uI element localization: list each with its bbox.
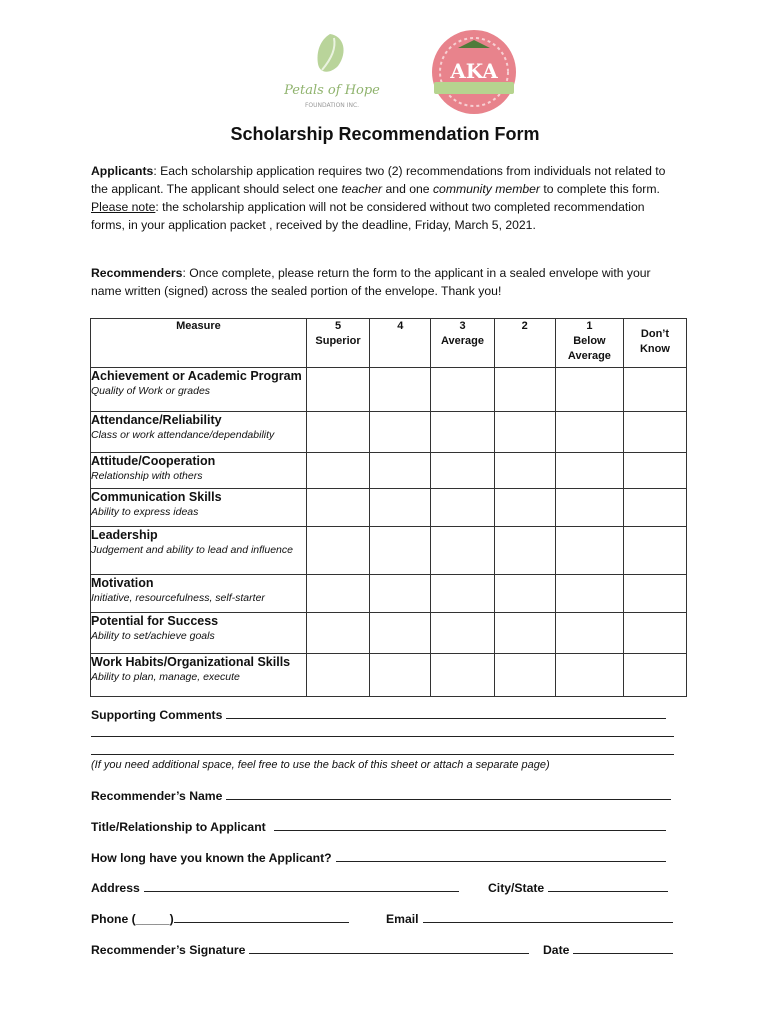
rating-cell[interactable]: [306, 613, 369, 654]
rating-cell[interactable]: [494, 412, 555, 453]
col-num: 4: [397, 320, 404, 332]
measure-cell: [91, 613, 307, 654]
measure-cell: [91, 453, 307, 489]
measure-cell: [91, 368, 307, 412]
measure-cell: [91, 527, 307, 575]
measure-description: Class or work attendance/dependability: [91, 429, 275, 441]
date-field[interactable]: [573, 941, 673, 954]
address-field[interactable]: [144, 879, 459, 892]
rating-cell[interactable]: [623, 489, 686, 527]
measure-name: Achievement or Academic Program: [91, 369, 302, 383]
supporting-comments-label: Supporting Comments: [91, 708, 223, 722]
header-logos: [0, 22, 770, 112]
measure-name: Work Habits/Organizational Skills: [91, 655, 291, 669]
rating-cell[interactable]: [494, 368, 555, 412]
measure-name: Communication Skills: [91, 490, 222, 504]
measure-row: [91, 654, 687, 697]
measure-row: [91, 575, 687, 613]
how-long-label: How long have you known the Applicant?: [91, 851, 332, 865]
signature-label: Recommender’s Signature: [91, 943, 246, 957]
signature-row: [91, 941, 529, 957]
rating-col-5: [306, 319, 369, 368]
rating-col-3: [431, 319, 494, 368]
address-row: [91, 879, 459, 895]
city-state-field[interactable]: [548, 879, 668, 892]
rating-cell[interactable]: [306, 368, 369, 412]
rating-cell[interactable]: [370, 527, 431, 575]
rating-cell[interactable]: [370, 412, 431, 453]
rating-col-2: [494, 319, 555, 368]
applicants-text-3: to complete this form.: [539, 182, 660, 196]
rating-cell[interactable]: [370, 453, 431, 489]
col-num: 1: [586, 320, 593, 332]
phone-label: Phone (_____): [91, 912, 174, 926]
measure-description: Initiative, resourcefulness, self-starter: [91, 592, 265, 604]
rating-cell[interactable]: [431, 368, 494, 412]
recommenders-paragraph: [91, 264, 681, 300]
rating-header-row: [91, 319, 687, 368]
rating-cell[interactable]: [306, 412, 369, 453]
city-state-row: [488, 879, 668, 895]
rating-cell[interactable]: [306, 527, 369, 575]
rating-cell[interactable]: [431, 527, 494, 575]
measure-header: Measure: [91, 319, 307, 368]
rating-cell[interactable]: [431, 613, 494, 654]
signature-field[interactable]: [249, 941, 529, 954]
rating-cell[interactable]: [431, 654, 494, 697]
rating-cell[interactable]: [494, 654, 555, 697]
measure-name: Potential for Success: [91, 614, 219, 628]
rating-cell[interactable]: [306, 453, 369, 489]
rating-cell[interactable]: [494, 613, 555, 654]
city-state-label: City/State: [488, 881, 545, 895]
rating-cell[interactable]: [555, 489, 623, 527]
logo-left-title: Petals of Hope: [284, 83, 380, 98]
applicants-paragraph: [91, 162, 681, 234]
rating-cell[interactable]: [623, 453, 686, 489]
how-long-row: [91, 849, 666, 865]
applicants-note-label: Please note: [91, 200, 156, 214]
rating-cell[interactable]: [555, 368, 623, 412]
rating-cell[interactable]: [494, 527, 555, 575]
rating-cell[interactable]: [555, 575, 623, 613]
supporting-comments-row: [91, 706, 666, 722]
recommender-name-label: Recommender’s Name: [91, 789, 223, 803]
recommender-name-row: [91, 787, 671, 803]
col-num: 5: [334, 320, 342, 332]
rating-cell[interactable]: [306, 489, 369, 527]
rating-cell[interactable]: [555, 613, 623, 654]
rating-cell[interactable]: [431, 575, 494, 613]
rating-cell[interactable]: [431, 489, 494, 527]
rating-cell[interactable]: [555, 453, 623, 489]
measure-row: [91, 489, 687, 527]
measure-row: [91, 613, 687, 654]
applicants-text-2: and one: [382, 182, 433, 196]
measure-name: Attitude/Cooperation: [91, 454, 216, 468]
title-relationship-field[interactable]: [274, 818, 666, 831]
applicants-text-1: : Each scholarship application requires two (2) recommendations from individuals not related to the applicant. The applicant should select one: [91, 164, 666, 196]
supporting-comments-field[interactable]: [226, 706, 666, 719]
petals-of-hope-logo: [272, 30, 392, 112]
measure-row: [91, 368, 687, 412]
applicants-label: Applicants: [91, 164, 154, 178]
rating-cell[interactable]: [623, 654, 686, 697]
col-num: 2: [521, 320, 528, 332]
comments-line-2[interactable]: [91, 736, 674, 737]
rating-col-dont-know: [623, 319, 686, 368]
additional-space-note: (If you need additional space, feel free to use the back of this sheet or attach a separate page): [91, 759, 550, 771]
measure-description: Judgement and ability to lead and influence: [91, 544, 293, 556]
col-label: Superior: [315, 335, 361, 347]
rating-cell[interactable]: [431, 453, 494, 489]
col-label: Average: [441, 335, 485, 347]
rating-cell[interactable]: [370, 489, 431, 527]
rating-cell[interactable]: [370, 575, 431, 613]
phone-row: [91, 910, 349, 926]
rating-cell[interactable]: [623, 368, 686, 412]
rating-cell[interactable]: [494, 575, 555, 613]
rating-cell[interactable]: [623, 575, 686, 613]
measure-cell: [91, 489, 307, 527]
rating-cell[interactable]: [623, 613, 686, 654]
applicants-teacher: teacher: [341, 182, 383, 196]
measure-description: Quality of Work or grades: [91, 385, 211, 397]
rating-cell[interactable]: [623, 412, 686, 453]
measure-name: Leadership: [91, 528, 158, 542]
measure-row: [91, 527, 687, 575]
rating-cell[interactable]: [370, 368, 431, 412]
recommenders-text: : Once complete, please return the form to the applicant in a sealed envelope with your name written (signed) across the sealed portion of the envelope. Thank you!: [91, 266, 651, 298]
measure-name: Attendance/Reliability: [91, 413, 222, 427]
address-label: Address: [91, 881, 140, 895]
applicants-community: community member: [432, 182, 540, 196]
measure-row: [91, 453, 687, 489]
applicants-text-4: : the scholarship application will not be considered without two completed recommendation forms, in your application packet , received by the deadline, Friday, March 5, 2021.: [91, 200, 645, 232]
logo-right-text: AKA: [450, 59, 498, 83]
rating-table: [90, 318, 687, 697]
rating-cell[interactable]: [494, 453, 555, 489]
email-label: Email: [386, 912, 419, 926]
rating-cell[interactable]: [306, 654, 369, 697]
measure-cell: [91, 654, 307, 697]
date-row: [543, 941, 673, 957]
how-long-field[interactable]: [336, 849, 666, 862]
title-relationship-label: Title/Relationship to Applicant: [91, 820, 266, 834]
rating-cell[interactable]: [555, 412, 623, 453]
email-field[interactable]: [423, 910, 673, 923]
col-num: 3: [459, 320, 466, 332]
recommenders-label: Recommenders: [91, 266, 183, 280]
measure-description: Ability to express ideas: [91, 506, 199, 518]
rating-col-1: [555, 319, 623, 368]
measure-cell: [91, 575, 307, 613]
measure-description: Relationship with others: [91, 470, 203, 482]
phone-field[interactable]: [174, 910, 349, 923]
col-label: Below Average: [567, 335, 611, 362]
measure-description: Ability to plan, manage, execute: [91, 671, 240, 683]
email-row: [386, 910, 673, 926]
rating-col-4: [370, 319, 431, 368]
date-label: Date: [543, 943, 570, 957]
measure-cell: [91, 412, 307, 453]
comments-line-3[interactable]: [91, 754, 674, 755]
aka-seal-logo: [428, 26, 520, 118]
measure-row: [91, 412, 687, 453]
rating-cell[interactable]: [431, 412, 494, 453]
rating-cell[interactable]: [370, 654, 431, 697]
rating-cell[interactable]: [306, 575, 369, 613]
rating-cell[interactable]: [555, 654, 623, 697]
page-title: Scholarship Recommendation Form: [230, 124, 540, 144]
col-label: Don’t Know: [639, 328, 670, 355]
rating-cell[interactable]: [623, 527, 686, 575]
recommender-name-field[interactable]: [226, 787, 671, 800]
measure-name: Motivation: [91, 576, 154, 590]
logo-left-subtitle: FOUNDATION INC.: [304, 102, 360, 109]
rating-cell[interactable]: [494, 489, 555, 527]
title-relationship-row: [91, 818, 666, 834]
rating-cell[interactable]: [370, 613, 431, 654]
rating-cell[interactable]: [555, 527, 623, 575]
measure-description: Ability to set/achieve goals: [91, 630, 215, 642]
